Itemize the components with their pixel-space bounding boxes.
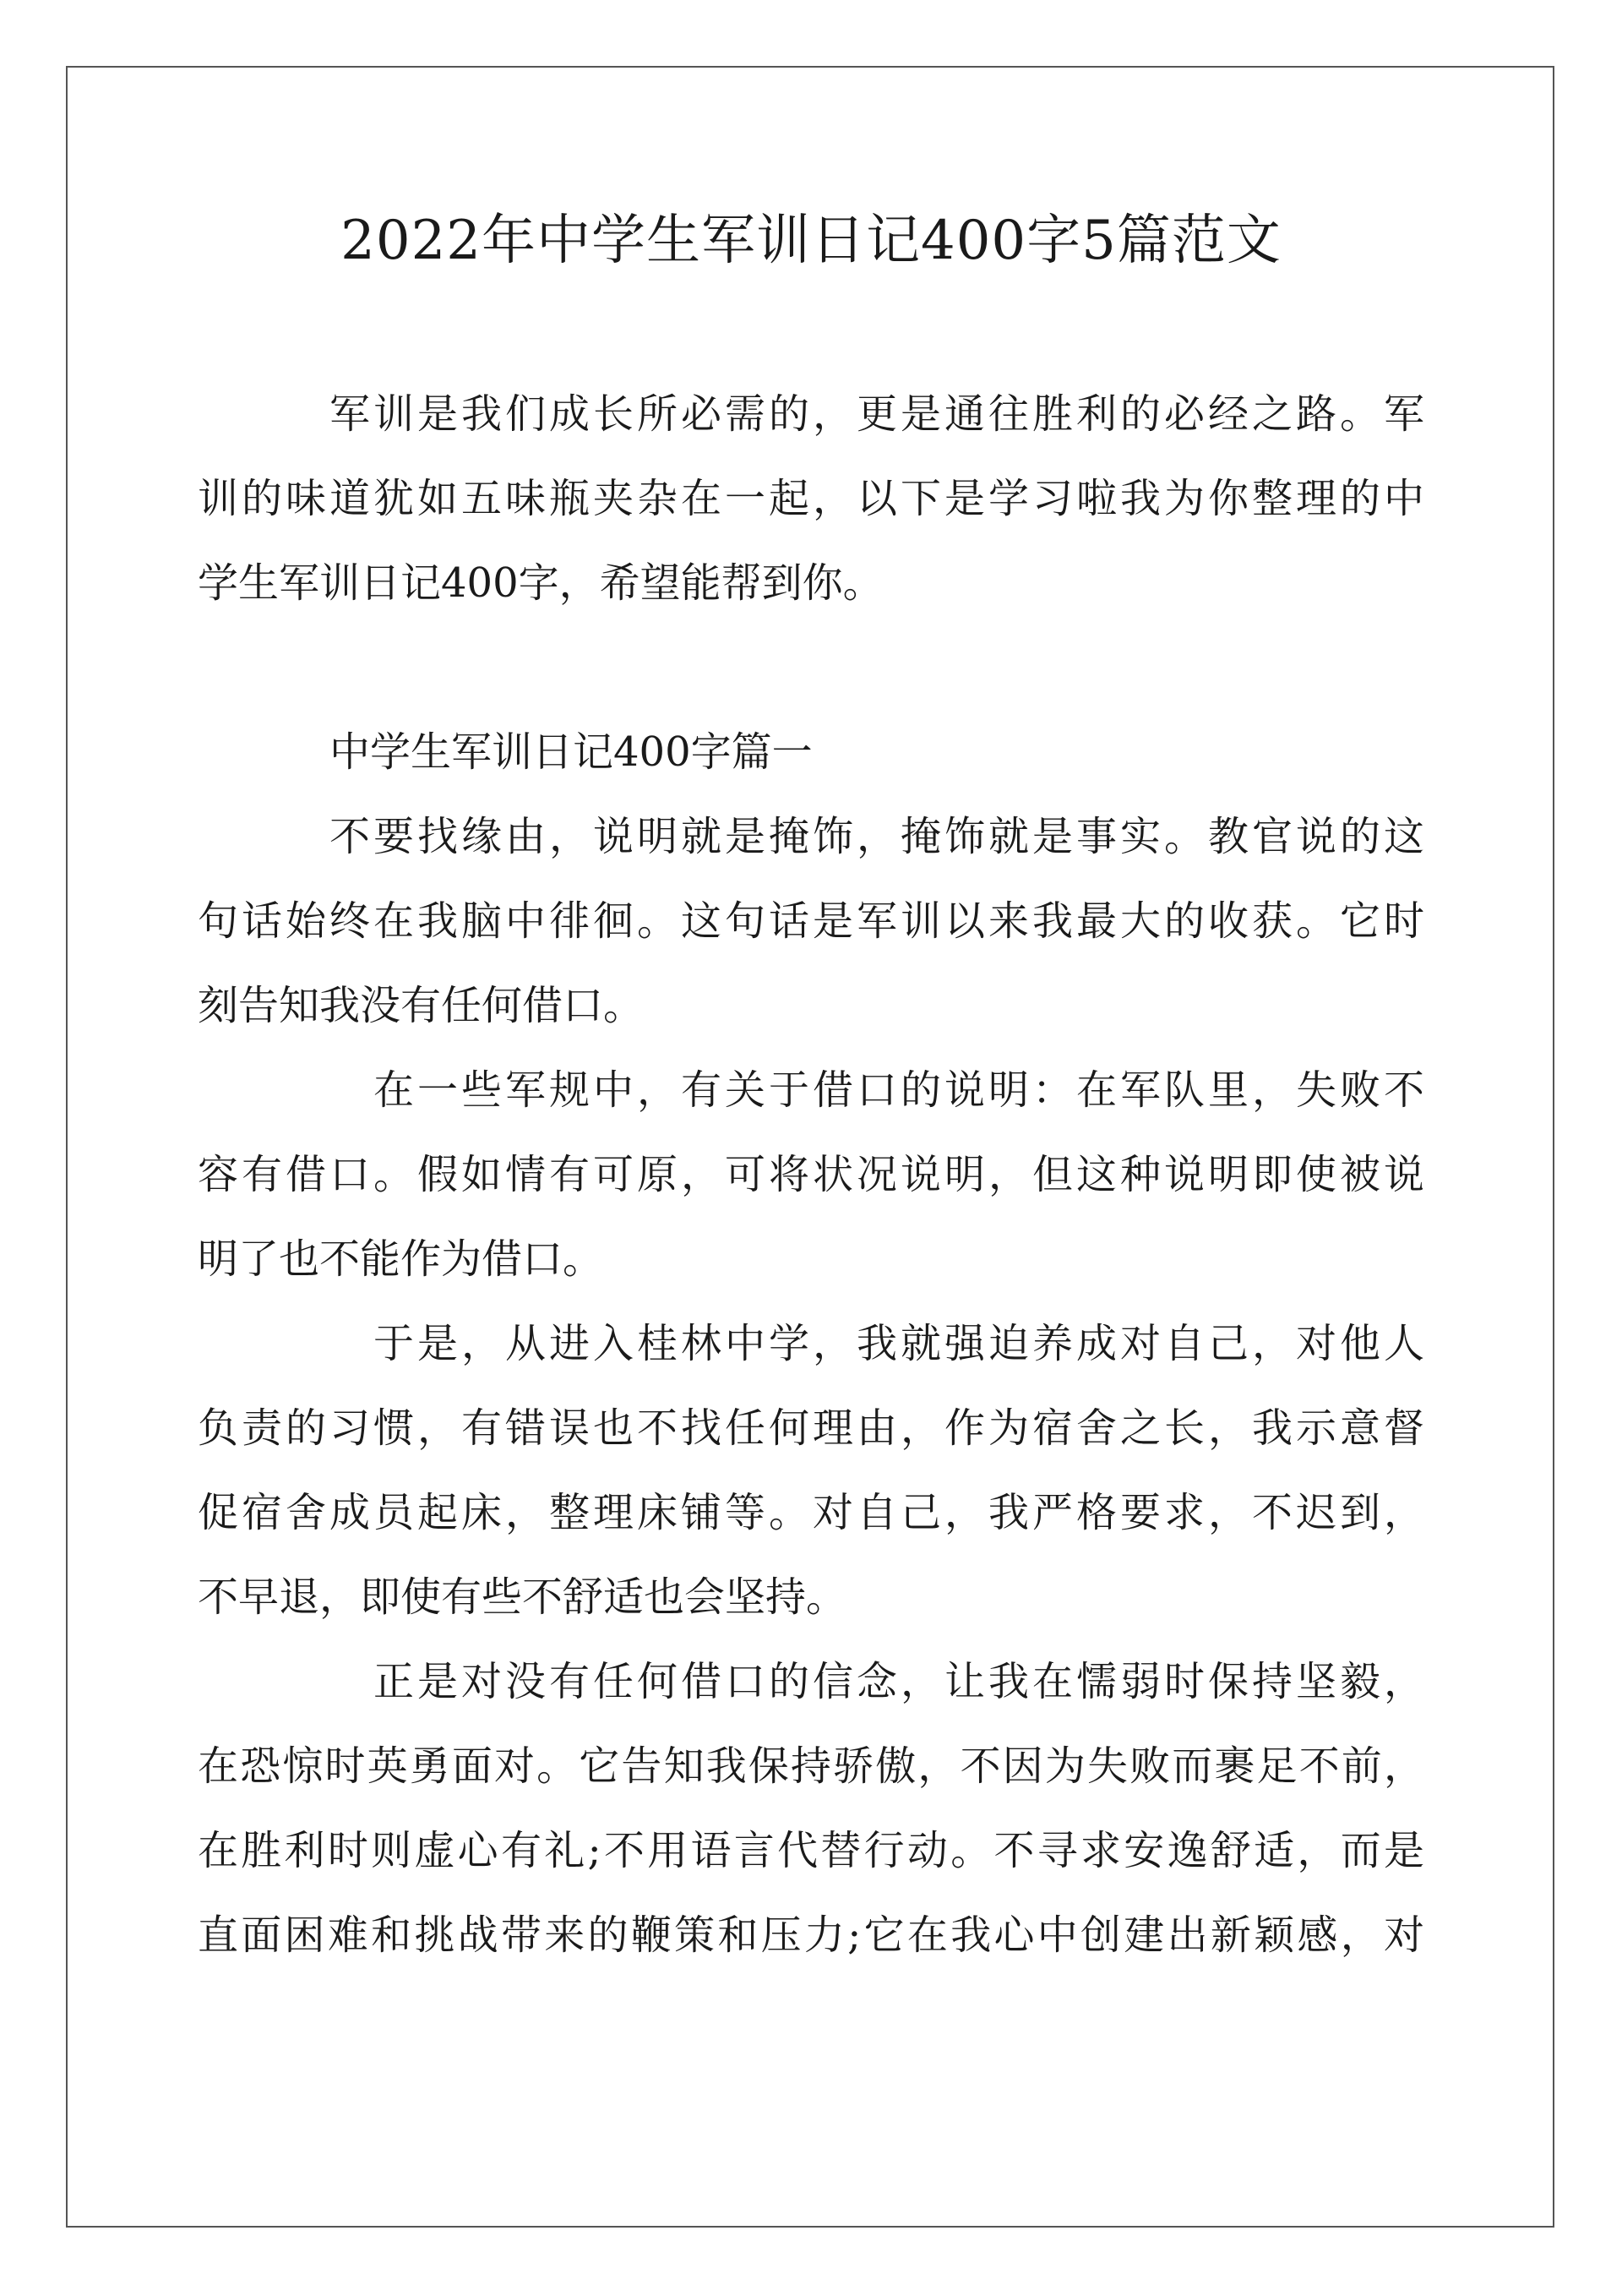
body-paragraph-4 (198, 1639, 1424, 1977)
text-line: 学生军训日记400字，希望能帮到你。 (198, 559, 884, 607)
text-line: 在胜利时则虚心有礼;不用语言代替行动。不寻求安逸舒适，而是 (198, 1827, 1424, 1874)
body-paragraph-1 (198, 794, 1424, 1048)
text-line: 正是对没有任何借口的信念，让我在懦弱时保持坚毅， (373, 1658, 1424, 1705)
text-line: 不早退，即使有些不舒适也会坚持。 (198, 1573, 847, 1621)
document-title: 2022年中学生军训日记400字5篇范文 (340, 210, 1282, 272)
text-line: 促宿舍成员起床，整理床铺等。对自己，我严格要求，不迟到， (198, 1489, 1424, 1536)
body-paragraph-3 (198, 1301, 1424, 1639)
text-line: 直面困难和挑战带来的鞭策和压力;它在我心中创建出新颖感，对 (198, 1912, 1424, 1959)
text-line: 在恐惊时英勇面对。它告知我保持骄傲，不因为失败而裹足不前， (198, 1742, 1424, 1790)
text-line: 负责的习惯，有错误也不找任何理由，作为宿舍之长，我示意督 (198, 1404, 1424, 1452)
text-line: 容有借口。假如情有可原，可将状况说明，但这种说明即使被说 (198, 1151, 1424, 1198)
document-body (198, 372, 1424, 1977)
text-line: 军训是我们成长所必需的，更是通往胜利的必经之路。军 (329, 390, 1424, 438)
text-line: 在一些军规中，有关于借口的说明：在军队里，失败不 (373, 1066, 1424, 1114)
body-paragraph-2 (198, 1048, 1424, 1301)
intro-paragraph (198, 372, 1424, 625)
text-line: 于是，从进入桂林中学，我就强迫养成对自己，对他人 (373, 1320, 1424, 1367)
heading-text: 中学生军训日记400字篇一 (329, 728, 813, 776)
text-line: 句话始终在我脑中徘徊。这句话是军训以来我最大的收获。它时 (198, 897, 1424, 945)
text-line: 刻告知我没有任何借口。 (198, 982, 645, 1029)
section-heading (198, 710, 1424, 794)
text-line: 训的味道犹如五味瓶夹杂在一起，以下是学习啦我为你整理的中 (198, 475, 1424, 522)
paragraph-gap (198, 625, 1424, 710)
text-line: 明了也不能作为借口。 (198, 1235, 604, 1283)
text-line: 不要找缘由，说明就是掩饰，掩饰就是事实。教官说的这 (329, 813, 1424, 860)
